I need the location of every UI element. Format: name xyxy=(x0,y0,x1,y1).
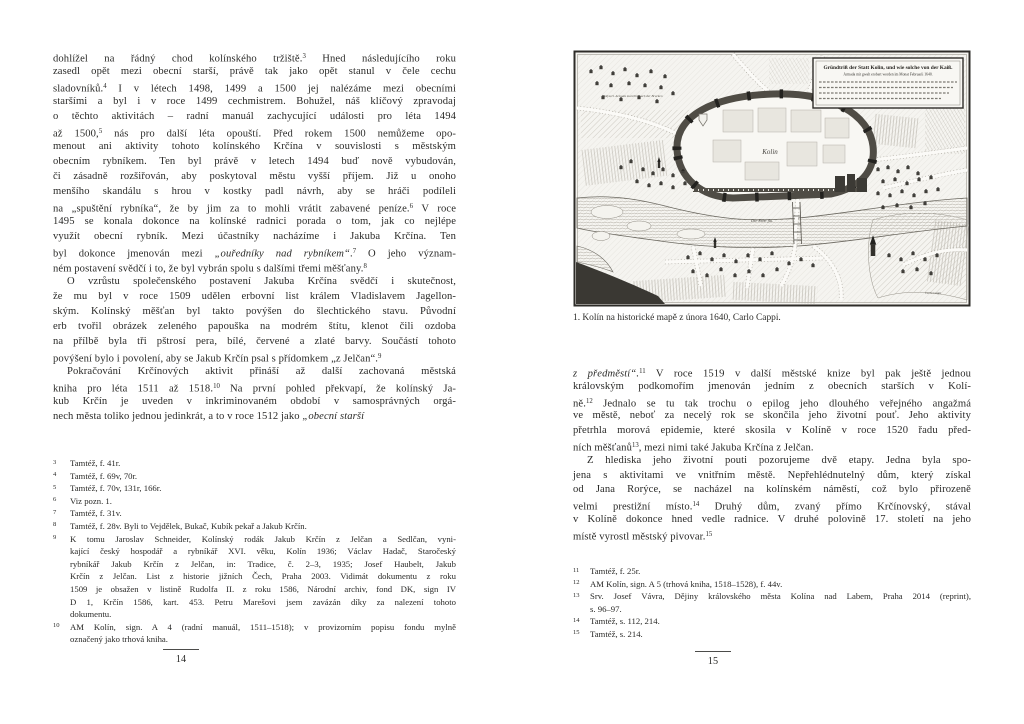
footnote-text xyxy=(70,495,456,508)
text-line: AM Kolín, sign. A 4 (radní manuál, 1511–1518); v provizorním popisu fondu mylně xyxy=(70,621,456,632)
text-line: označený jako trhová kniha. xyxy=(70,634,168,645)
footnote xyxy=(53,495,456,508)
text-line: Viz pozn. 1. xyxy=(70,495,112,506)
text-line: na „spuštění rybníka“, že by jim za to mohli vrátit zabavené peníze.$^6$ V roce xyxy=(53,203,456,215)
text-line: Krčín z Jelčan. List z historie jižních Čech, Praha 2003. Vidimát dokumentu z roku xyxy=(70,571,456,582)
map-cartouche-title: Gründtriß der Statt Kolin, und wie solche von der Kaiß. xyxy=(823,65,953,71)
right-body-text xyxy=(573,365,971,543)
text-line: Tamtéž, f. 25r. xyxy=(590,566,641,576)
footnote-text xyxy=(70,470,456,483)
text-line: byl dokonce jmenován mezi „ouředníky nad rybníkem“.$^7$ O jeho význam- xyxy=(53,248,456,260)
footnote-text xyxy=(70,507,456,520)
text-line: využít obecní rybník. Mezi účastníky nacházíme i Jakuba Krčína. Ten xyxy=(53,231,456,242)
text-line: 1495 se konala dokonce na kolínské radnici porada o tom, jak co nejlépe xyxy=(53,216,456,227)
text-line: velmi prestižní místo.$^{14}$ Druhý dům, zvaný přímo Krčínovský, stával xyxy=(573,501,971,513)
map-signature: Carlo Cappi xyxy=(925,291,942,295)
paragraph xyxy=(573,454,971,543)
text-line: ve městě, neboť za necelý rok se skončila jeho životní pouť. Jeho aktivity xyxy=(573,410,971,422)
footnote xyxy=(53,457,456,470)
text-line: obecním rybníkem. Ten byl právě v letech 1494 buď nově vybudován, xyxy=(53,156,456,167)
right-page xyxy=(573,50,971,710)
footnote-text xyxy=(70,621,456,646)
text-line: O vzrůstu společenského postavení Jakuba Krčína svědčí i skutečnost, xyxy=(67,276,456,287)
footnote-number: 11 xyxy=(573,566,580,574)
text-line: K tomu Jaroslav Schneider, Kolínský rodák Jakub Krčín z Jelčan a Sedlčan, vyni- xyxy=(70,533,456,544)
text-line: z předměstí“.$^{11}$ V roce 1519 v další městské knize byl pak ještě jednou xyxy=(573,368,971,380)
page-number: 15 xyxy=(707,656,719,667)
footnote-number: 13 xyxy=(573,591,580,599)
text-line: rybníkář Jakub Krčín z Jelčan, in: Tradice, č. 2–3, 1935; Josef Haubelt, Jakub xyxy=(70,558,456,569)
left-body-text xyxy=(53,49,456,424)
text-line: Tamtéž, f. 69v, 70r. xyxy=(70,470,138,481)
text-line: královským podkomořím jmenován jedním z obecních starších v Kolí- xyxy=(573,380,971,392)
map-city-walls xyxy=(677,94,873,198)
text-line: staršími a byl i v roce 1499 cechmistrem. Bohužel, náš klíčový zpravodaj xyxy=(53,96,456,107)
text-line: menšího skandálu s hrou v kostky padl návrh, aby se hráči podíleli xyxy=(53,186,456,197)
text-line: 1509 je obsažen v listině Rudolfa II. z roku 1586, Národní archiv, fond DK, sign IV xyxy=(70,583,456,594)
text-line: Tamtéž, s. 214. xyxy=(590,628,643,639)
footnote-number: 6 xyxy=(53,496,57,504)
paragraph xyxy=(53,49,456,274)
footnote xyxy=(53,470,456,483)
footnote-number: 8 xyxy=(53,521,57,529)
text-line: Tamtéž, f. 28v. Byli to Vejdělek, Bukač, Kubík pekař a Jakub Krčín. xyxy=(70,520,307,531)
text-line: AM Kolín, sign. A 5 (trhová kniha, 1518–1528), f. 44v. xyxy=(590,578,783,589)
text-line: že mu byl v roce 1509 udělen erbovní list králem Vladislavem Jagellon- xyxy=(53,291,456,302)
text-line: v Kolíně dokonce hned vedle radnice. V druhé polovině 17. století na jeho xyxy=(573,513,971,525)
map-river-label: Die Elbe flu. xyxy=(751,218,774,223)
text-line: na přílbě byla tři pštrosí pera, bílé, červené a zlaté barvy. Součástí tohoto xyxy=(53,336,456,347)
text-line: kub Krčín je uveden v inkriminovaném období v samosprávných orgá- xyxy=(53,396,456,407)
text-line: ně.$^{12}$ Jednalo se tu tak trochu o epilog jeho dlouhého veřejného angažmá xyxy=(573,397,971,410)
text-line: dokumentu. xyxy=(70,609,112,620)
text-line: Tamtéž, f. 41r. xyxy=(70,458,121,468)
footnote xyxy=(53,482,456,495)
left-footnotes xyxy=(53,457,456,646)
kolin-historic-map xyxy=(573,50,971,307)
right-footnotes xyxy=(573,565,971,641)
text-line: ném postavení svědčí i to, že byl vybrán spolu s dalšími třemi měšťany.$^8$ xyxy=(53,263,367,275)
map-cartouche xyxy=(813,58,963,108)
footnote xyxy=(573,578,971,591)
footnote-text xyxy=(70,533,456,621)
text-line: Z hlediska jeho životní pouti pozorujeme dvě etapy. Jedna byla spo- xyxy=(587,454,971,466)
footnote xyxy=(573,565,971,578)
text-line: kniha pro léta 1511 až 1518.10 Na první pohled překvapí, že kolínský Ja- xyxy=(53,383,456,395)
footnote-number: 3 xyxy=(53,458,57,466)
footnote xyxy=(53,533,456,621)
footnote-text xyxy=(590,590,971,615)
text-line: od Jana Rorýce, se nacházel na kolínském náměstí, což bylo přirozeně xyxy=(573,484,971,496)
footnote xyxy=(53,621,456,646)
map-cartouche-subtitle: Armada mit gwalt erobert worden im Monat Februarii 1640. xyxy=(843,72,933,77)
text-line: nech města toliko jednou jedinkrát, a to v roce 1512 jako „obecní starší xyxy=(53,411,365,422)
text-line: Tamtéž, f. 70v, 131r, 166r. xyxy=(70,483,162,494)
text-line: přetrhla morová epidemie, které skosila v Kolíně v roce 1520 řadu před- xyxy=(573,425,971,437)
text-line: zasedl opět mezi obecní starší, právě tak jako opět stanul v čele cechu xyxy=(53,66,456,77)
footnote-number: 12 xyxy=(573,579,580,587)
footnote-number: 4 xyxy=(53,471,57,479)
figure-caption: 1. Kolín na historické mapě z února 1640, Carlo Cappi. xyxy=(573,313,781,323)
text-line: Tamtéž, f. 31v. xyxy=(70,508,122,519)
text-line: Pokračování Krčínových aktivit přináší až další zachovaná městská xyxy=(67,366,456,377)
footnote-number: 15 xyxy=(573,629,580,637)
text-line: dohlížel na řádný chod kolínského tržiště.$^3$ Hned následujícího roku xyxy=(53,53,456,65)
text-line: kající český hospodář a rybníkář XVI. věku, Kolín 1936; Václav Hadač, Staročeský xyxy=(70,546,456,557)
footnote xyxy=(573,615,971,628)
text-line: povýšení bylo i povolení, aby se Jakub Krčín psal s přídomkem „z Jelčan“.$^9$ xyxy=(53,353,382,365)
text-line: ních měšťanů$^{13}$, mezi nimi také Jakuba Krčína z Jelčan. xyxy=(573,441,814,454)
footnote-text xyxy=(590,615,971,628)
footnote-number: 5 xyxy=(53,483,57,491)
text-line: až 1500,$^5$ nás pro další léta opouští. Před rokem 1500 nemůžeme opo- xyxy=(53,128,456,140)
footnote-text xyxy=(70,457,456,470)
map-figure xyxy=(573,50,971,307)
right-page-number-block xyxy=(691,651,735,667)
left-page xyxy=(53,49,456,709)
footnote-number: 10 xyxy=(53,622,60,630)
footnote-text xyxy=(70,520,456,533)
text-line: D 1, Krčín 1586, kart. 453. Petru Marešovi jsem zavázán díky za nalezení tohoto xyxy=(70,596,456,607)
map-city-label: Kolin xyxy=(762,148,778,156)
footnote-text xyxy=(590,628,971,641)
footnote-text xyxy=(590,578,971,591)
text-line: o těchto aktivitách – radní manuál zachycující události pro léta 1494 xyxy=(53,111,456,122)
text-line: jena s aktivitami ve vnitřním městě. Nepřehlédnutelný dům, který získal xyxy=(573,469,971,481)
text-line: sladovníků.$^4$ I v létech 1498, 1499 a 1500 jej nalézáme mezi obecními xyxy=(53,83,456,95)
text-line: ským. Kolínský měšťan byl takto povýšen do šlechtického stavu. Původní xyxy=(53,306,456,317)
paragraph xyxy=(573,365,971,454)
text-line: či zásadně rozšiřován, aby poskytoval městu vyšší příjem. Již u onoho xyxy=(53,171,456,182)
footnote xyxy=(573,590,971,615)
footnote-number: 14 xyxy=(573,616,580,624)
footnote-text xyxy=(590,565,971,578)
text-line: erb tvořil obrázek zeleného papouška na modrém štítu, klenot čili ozdoba xyxy=(53,321,456,332)
footnote xyxy=(573,628,971,641)
left-page-number-block xyxy=(159,649,203,665)
footnote-number: 9 xyxy=(53,534,57,542)
footnote xyxy=(53,520,456,533)
text-line: Srv. Josef Vávra, Dějiny královského města Kolína nad Labem, Praha 2014 (reprint), xyxy=(590,591,971,602)
text-line: s. 96–97. xyxy=(590,603,622,614)
page-number: 14 xyxy=(175,654,187,665)
footnote-number: 7 xyxy=(53,508,57,516)
page-number-rule xyxy=(695,651,731,652)
page-number-rule xyxy=(163,649,199,650)
footnote-text xyxy=(70,482,456,495)
footnote xyxy=(53,507,456,520)
paragraph xyxy=(53,274,456,364)
paragraph xyxy=(53,364,456,424)
text-line: Tamtéž, s. 112, 214. xyxy=(590,616,660,627)
map-upper-left-note: Käyserl. Armada marchirt nach der Brucken xyxy=(603,94,663,98)
text-line: menout ani aktivity tohoto kolínského Krčína v souvislosti s městským xyxy=(53,141,456,152)
text-line: místě vyrostl městský pivovar.$^{15}$ xyxy=(573,530,713,543)
